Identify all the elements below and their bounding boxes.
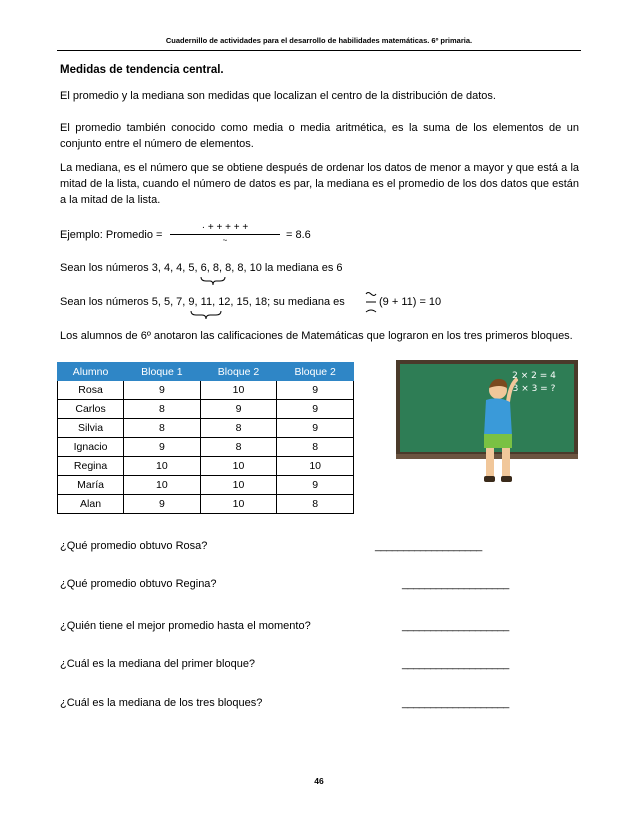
series-2-suffix: , 12, 15, 18; su mediana es xyxy=(212,296,345,308)
question-4: ¿Cuál es la mediana del primer bloque? xyxy=(60,658,256,670)
series-1-middle: 6, 8 xyxy=(200,262,219,274)
table-row xyxy=(58,400,354,419)
table-cell: 10 xyxy=(277,457,354,476)
column-header: Bloque 1 xyxy=(124,363,201,381)
example-result: = 8.6 xyxy=(286,229,311,241)
board-line-2: 3 × 3 = ? xyxy=(512,384,556,394)
chalkboard-illustration xyxy=(394,358,580,490)
table-cell: 10 xyxy=(124,457,201,476)
table-cell: 10 xyxy=(124,476,201,495)
table-cell: Regina xyxy=(58,457,124,476)
table-cell: 10 xyxy=(200,476,277,495)
table-cell: 8 xyxy=(200,419,277,438)
header-rule xyxy=(57,50,581,51)
table-cell: 8 xyxy=(124,419,201,438)
paragraph-intro: Los alumnos de 6º anotaron las calificaciones de Matemáticas que lograron en los tres primeros bloques. xyxy=(60,330,573,342)
fraction-bar xyxy=(170,234,280,235)
column-header: Bloque 2 xyxy=(277,363,354,381)
question-2: ¿Qué promedio obtuvo Regina? xyxy=(60,578,217,590)
answer-blank-5[interactable]: ___________________ xyxy=(402,697,509,709)
series-1 xyxy=(60,262,343,274)
column-header: Bloque 2 xyxy=(200,363,277,381)
brace-1-icon xyxy=(200,276,226,286)
table-cell: Silvia xyxy=(58,419,124,438)
answer-blank-4[interactable]: ___________________ xyxy=(402,658,509,670)
table-row xyxy=(58,381,354,400)
table-cell: María xyxy=(58,476,124,495)
series-1-suffix: , 8, 8, 10 la mediana es 6 xyxy=(219,262,343,274)
answer-blank-3[interactable]: ___________________ xyxy=(402,620,509,632)
table-cell: 9 xyxy=(277,419,354,438)
table-row xyxy=(58,457,354,476)
table-header-row xyxy=(58,363,354,381)
table-cell: Carlos xyxy=(58,400,124,419)
paragraph-definition: El promedio y la mediana son medidas que localizan el centro de la distribución de datos. xyxy=(60,90,496,102)
table-cell: 8 xyxy=(124,400,201,419)
table-cell: 8 xyxy=(277,438,354,457)
series-2-middle: 9, 11 xyxy=(188,296,213,308)
answer-blank-2[interactable]: ___________________ xyxy=(402,578,509,590)
page-header: Cuadernillo de actividades para el desarrollo de habilidades matemáticas. 6º primaria. xyxy=(165,36,473,45)
table-cell: 8 xyxy=(277,495,354,514)
table-cell: 9 xyxy=(200,400,277,419)
series-2 xyxy=(60,296,345,308)
table-row xyxy=(58,438,354,457)
example-numerator: · + + + + + xyxy=(201,222,249,233)
paragraph-median: La mediana, es el número que se obtiene después de ordenar los datos de menor a mayor y que está a la mitad de la lista, cuando el número de datos es par, la mediana es el promedio de los dos datos que están a la mitad de la lista. xyxy=(60,162,579,206)
table-cell: 9 xyxy=(124,381,201,400)
table-cell: Ignacio xyxy=(58,438,124,457)
table-cell: 10 xyxy=(200,381,277,400)
brace-2-icon xyxy=(190,310,222,320)
table-cell: Alan xyxy=(58,495,124,514)
table-cell: 9 xyxy=(124,495,201,514)
series-2-prefix: Sean los números 5, 5, 7, xyxy=(60,296,189,308)
question-5: ¿Cuál es la mediana de los tres bloques? xyxy=(60,697,263,709)
table-cell: 10 xyxy=(200,495,277,514)
question-1: ¿Qué promedio obtuvo Rosa? xyxy=(60,540,208,552)
paragraph-mean: El promedio también conocido como media o media aritmética, es la suma de los elementos de un conjunto entre el número de elementos. xyxy=(60,122,579,150)
table-cell: 9 xyxy=(124,438,201,457)
table-cell: 10 xyxy=(200,457,277,476)
answer-blank-1[interactable]: ___________________ xyxy=(375,540,482,552)
page-number: 46 xyxy=(314,776,324,786)
grades-table xyxy=(57,362,354,514)
series-1-prefix: Sean los números 3, 4, 4, 5, xyxy=(60,262,201,274)
example-denominator: ~ xyxy=(222,236,228,245)
section-title: Medidas de tendencia central. xyxy=(60,64,224,76)
table-cell: 9 xyxy=(277,400,354,419)
table-cell: 9 xyxy=(277,476,354,495)
series-2-formula: (9 + 11) = 10 xyxy=(379,296,442,308)
table-cell: 8 xyxy=(200,438,277,457)
column-header: Alumno xyxy=(58,363,124,381)
half-fraction-icon xyxy=(365,288,377,316)
table-cell: Rosa xyxy=(58,381,124,400)
table-row xyxy=(58,495,354,514)
table-row xyxy=(58,419,354,438)
example-label: Ejemplo: Promedio = xyxy=(60,229,163,241)
question-3: ¿Quién tiene el mejor promedio hasta el momento? xyxy=(60,620,311,632)
table-cell: 9 xyxy=(277,381,354,400)
table-row xyxy=(58,476,354,495)
board-line-1: 2 × 2 = 4 xyxy=(512,371,556,381)
